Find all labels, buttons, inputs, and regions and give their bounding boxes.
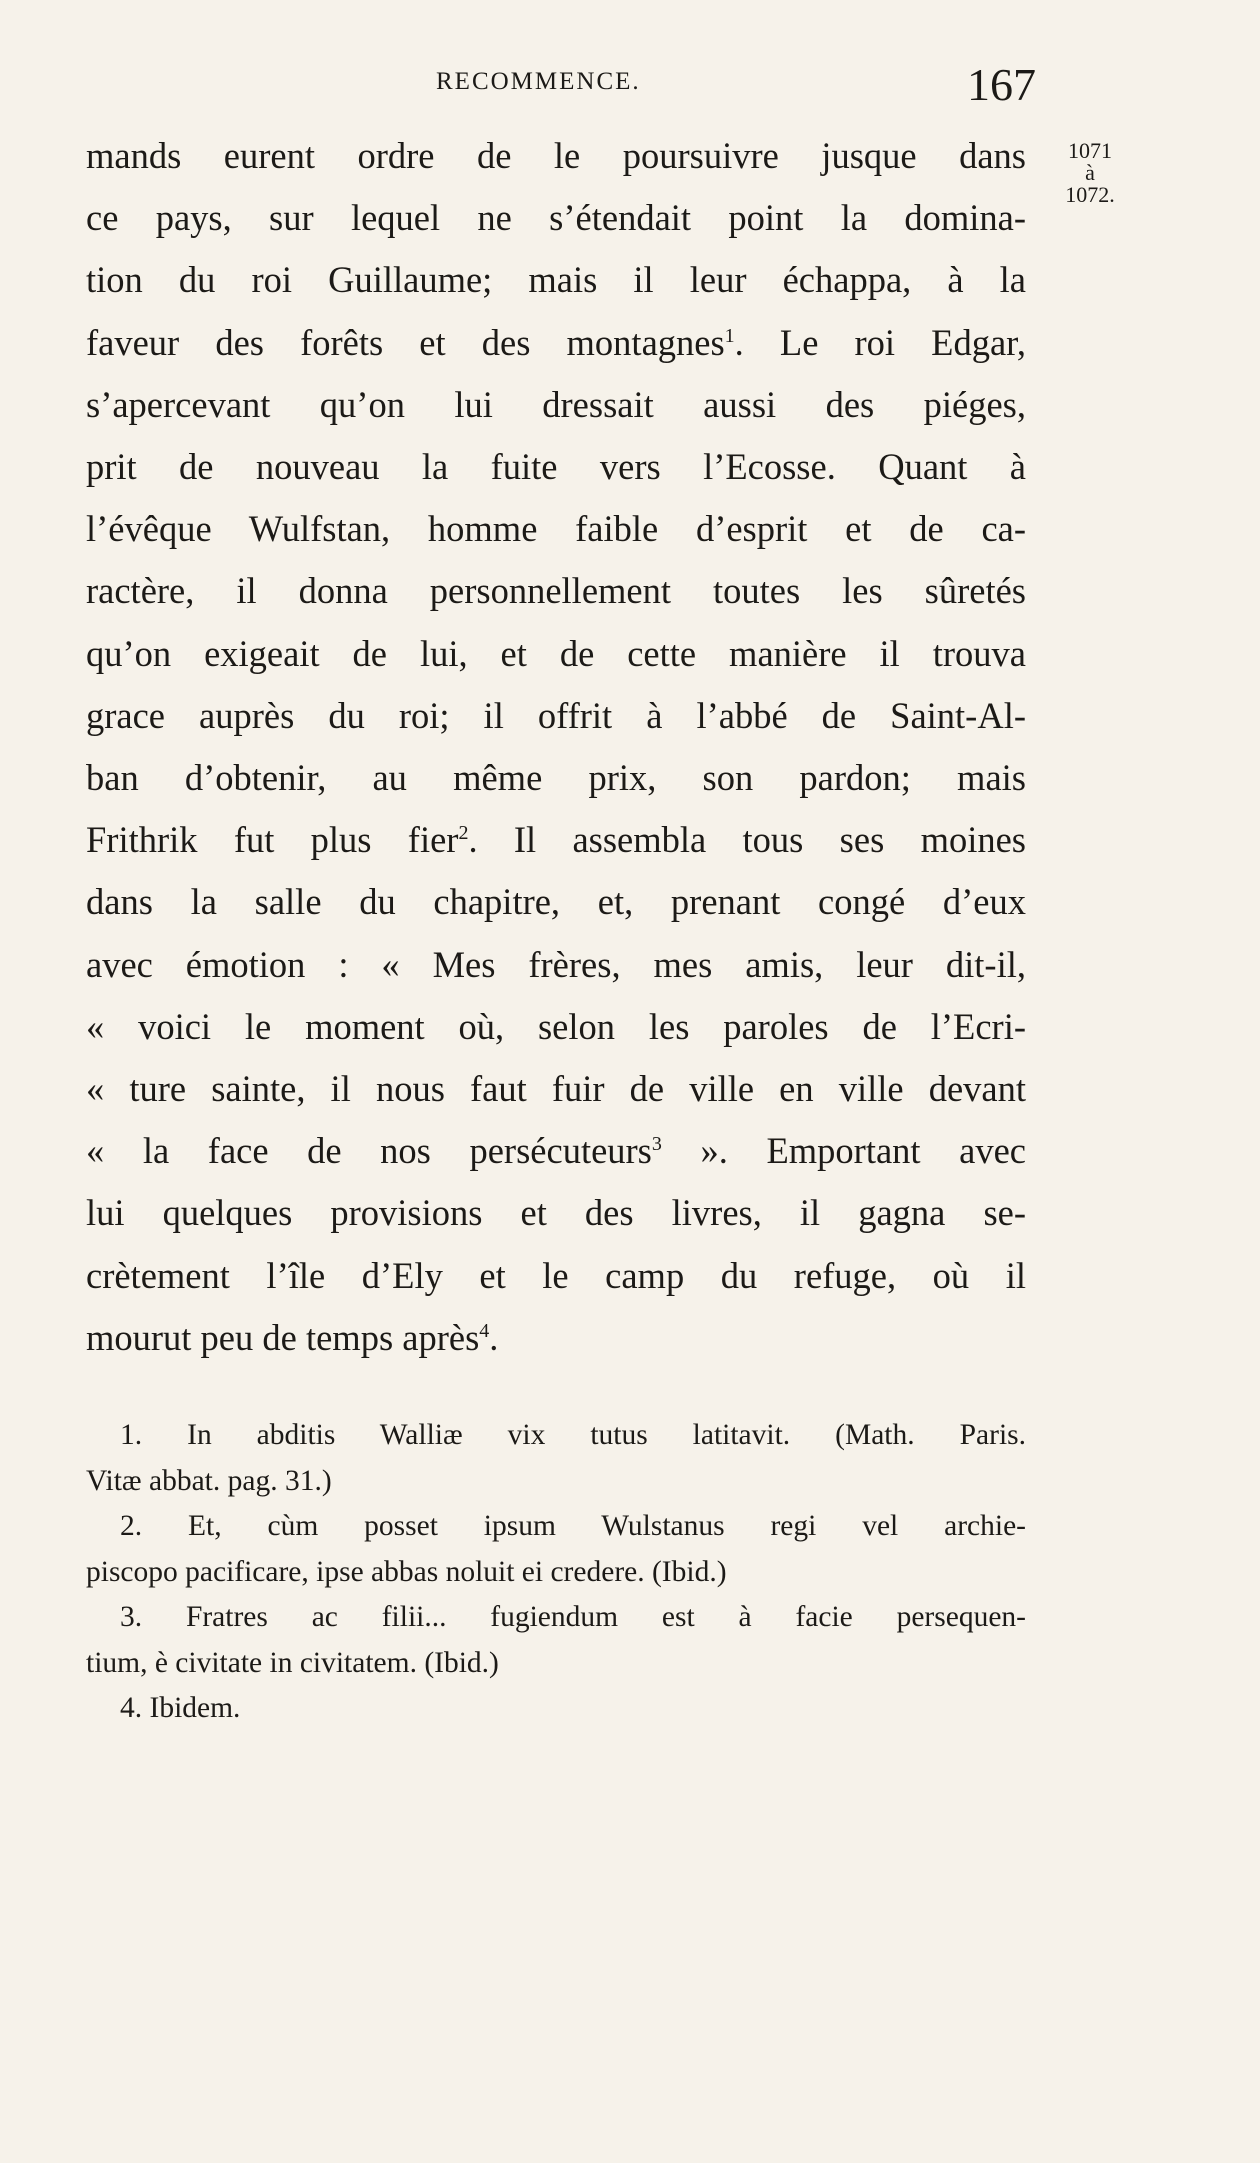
footnotes: [86, 1413, 1026, 1732]
margin-date-end: 1072.: [1065, 182, 1115, 207]
text-segment: ». Emportant avec: [661, 1130, 1026, 1172]
text-line: crètement l’île d’Ely et le camp du refuge, où il: [86, 1254, 1026, 1296]
text-line: tion du roi Guillaume; mais il leur échappa, à la: [86, 259, 1026, 301]
text-segment: « la face de nos persécuteurs: [86, 1130, 652, 1172]
text-line: « ture sainte, il nous faut fuir de ville en ville devant: [86, 1068, 1026, 1110]
text-line: [86, 1120, 1026, 1182]
text-line: avec émotion : « Mes frères, mes amis, leur dit-il,: [86, 943, 1026, 985]
text-line: [86, 312, 1026, 374]
text-line: l’évêque Wulfstan, homme faible d’esprit et de ca-: [86, 508, 1026, 550]
footnote-ref-4: 4: [479, 1319, 490, 1342]
footnote-4: 4. Ibidem.: [120, 1692, 241, 1724]
page-number: 167: [967, 59, 1036, 110]
text-segment: faveur des forêts et des montagnes: [86, 321, 725, 363]
text-line: mands eurent ordre de le poursuivre jusque dans: [86, 135, 1026, 176]
text-line: grace auprès du roi; il offrit à l’abbé de Saint-Al-: [86, 694, 1026, 736]
text-line: dans la salle du chapitre, et, prenant congé d’eux: [86, 881, 1026, 923]
text-line: [86, 809, 1026, 871]
text-line: ban d’obtenir, au même prix, son pardon; mais: [86, 757, 1026, 799]
text-line: lui quelques provisions et des livres, il gagna se-: [86, 1192, 1026, 1234]
footnote-ref-2: 2: [458, 822, 469, 845]
text-segment: mourut peu de temps après: [86, 1316, 480, 1358]
footnote-3-cont: tium, è civitate in civitatem. (Ibid.): [86, 1646, 499, 1679]
margin-date-connector: à: [1085, 160, 1095, 185]
text-segment: . Il assembla tous ses moines: [468, 819, 1027, 861]
text-segment: . Le roi Edgar,: [734, 321, 1026, 363]
footnote-1-cont: Vitæ abbat. pag. 31.): [86, 1464, 332, 1497]
text-segment: Frithrik fut plus fier: [86, 819, 459, 861]
text-segment: .: [489, 1316, 499, 1358]
footnote-ref-1: 1: [724, 324, 735, 347]
page-header: [86, 58, 1036, 118]
running-title: RECOMMENCE.: [436, 68, 641, 95]
text-line: ractère, il donna personnellement toutes les sûretés: [86, 570, 1026, 612]
footnote-2: 2. Et, cùm posset ipsum Wulstanus regi vel archie-: [120, 1510, 1026, 1542]
text-line: qu’on exigeait de lui, et de cette manière il trouva: [86, 632, 1026, 674]
footnote-ref-3: 3: [651, 1133, 662, 1156]
text-line: s’apercevant qu’on lui dressait aussi des piéges,: [86, 383, 1026, 425]
text-line: ce pays, sur lequel ne s’étendait point la domina-: [86, 197, 1026, 239]
text-line: « voici le moment où, selon les paroles de l’Ecri-: [86, 1005, 1026, 1047]
footnote-2-cont: piscopo pacificare, ipse abbas noluit ei credere. (Ibid.): [86, 1555, 727, 1588]
margin-date-note: [1045, 140, 1135, 206]
main-text: [86, 125, 1026, 1369]
text-line: prit de nouveau la fuite vers l’Ecosse. Quant à: [86, 446, 1026, 488]
text-line: [86, 1307, 1026, 1369]
footnote-1: 1. In abditis Walliæ vix tutus latitavit. (Math. Paris.: [120, 1419, 1026, 1451]
footnote-3: 3. Fratres ac filii... fugiendum est à facie persequen-: [120, 1601, 1026, 1633]
margin-date-start: 1071: [1068, 138, 1112, 163]
